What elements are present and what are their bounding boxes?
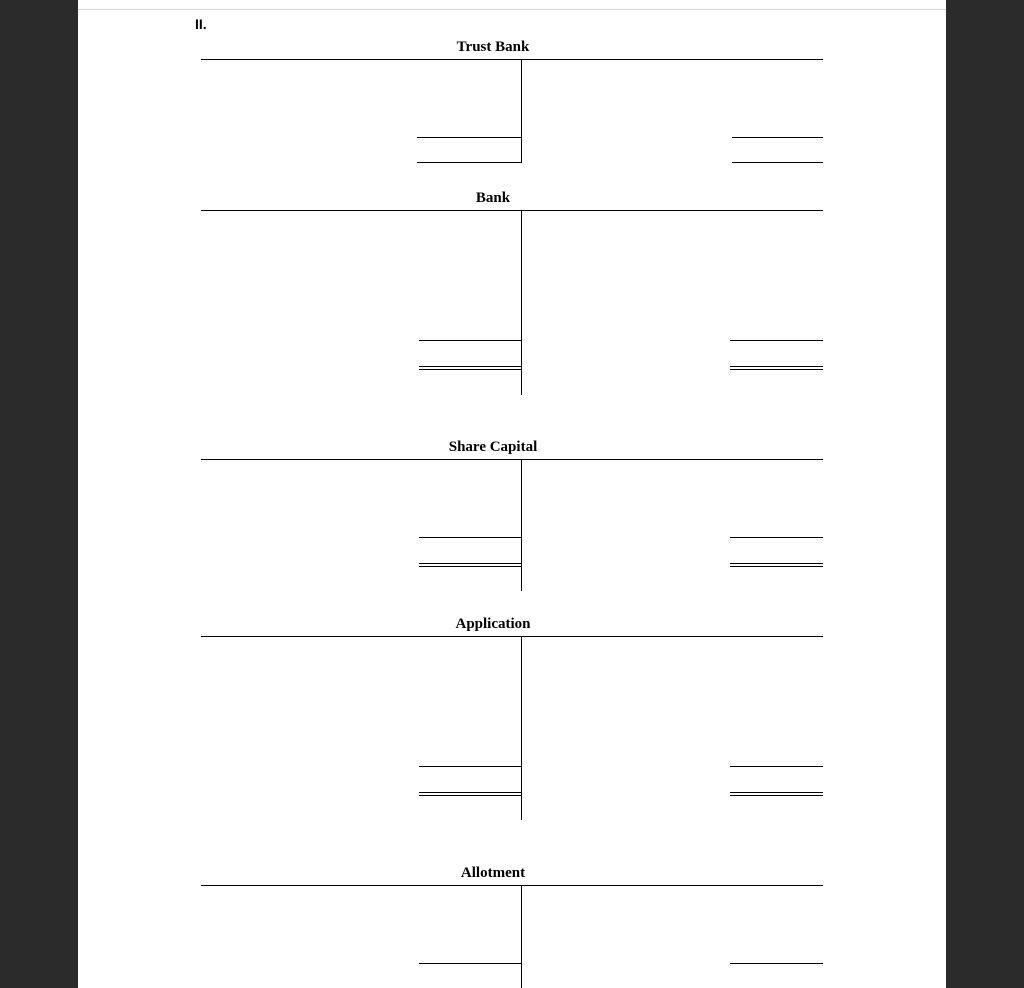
account-title: Trust Bank (456, 39, 530, 55)
credit-total-line (730, 963, 823, 964)
debit-total-line (419, 963, 522, 964)
account-title: Bank (475, 190, 511, 206)
account-divider (521, 885, 522, 988)
account-title: Application (455, 616, 531, 632)
account-header-rule (201, 885, 823, 886)
t-account-allotment (78, 0, 946, 988)
account-title: Share Capital (448, 439, 538, 455)
document-page (78, 0, 946, 988)
account-title: Allotment (460, 865, 526, 881)
section-label: II. (195, 16, 207, 32)
